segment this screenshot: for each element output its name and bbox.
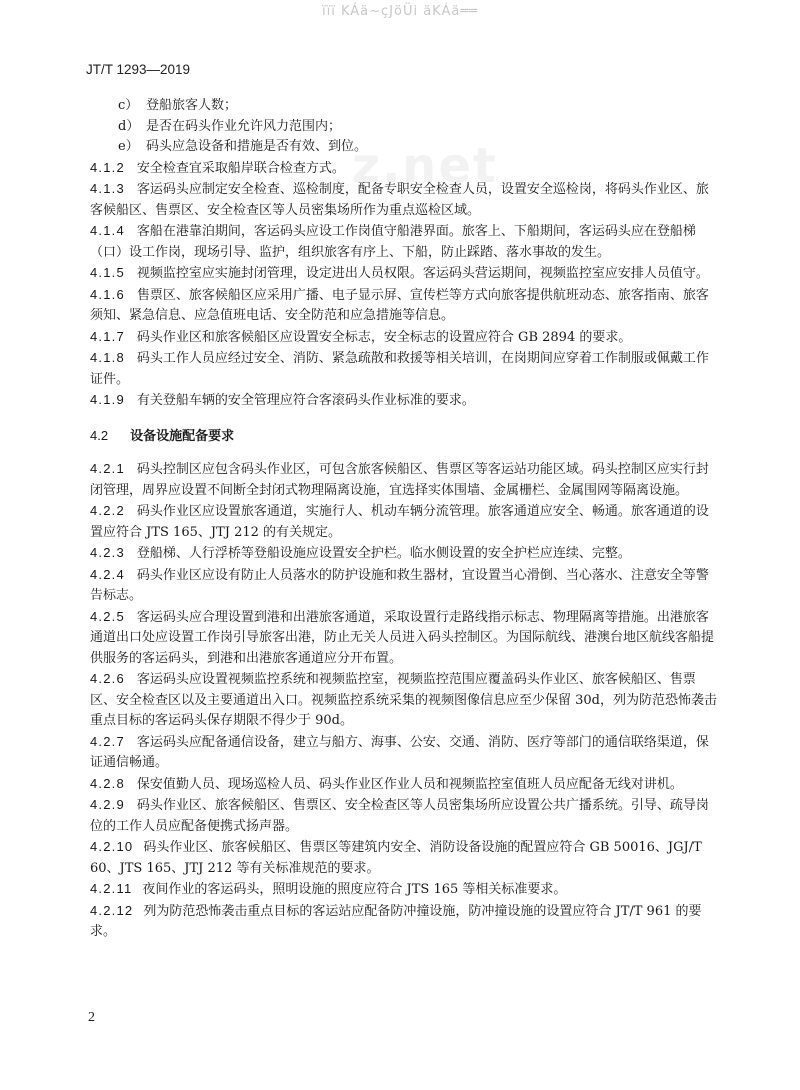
clause-number: 4.2.2 — [90, 503, 125, 518]
clause-number: 4.2.8 — [90, 775, 125, 791]
clause-text: 登船梯、人行浮桥等登船设施应设置安全护栏。临水侧设置的安全护栏应连续、完整。 — [136, 546, 631, 561]
list-marker: d） — [118, 118, 140, 134]
clause — [90, 221, 718, 263]
clause — [90, 390, 718, 412]
clause-text: 保安值勤人员、现场巡检人员、码头作业区作业人员和视频监控室值班人员应配备无线对讲机。 — [136, 776, 683, 792]
clause-number: 4.2.9 — [90, 797, 125, 812]
clause-text: 客运码头应设置视频监控系统和视频监控室，视频监控范围应覆盖码头作业区、旅客候船区、售票区、安全检查区以及主要通道出入口。视频监控系统采集的视频图像信息应至少保留 30d，列为防范恐怖袭击重点目标的客运码头保存期限不得少于 90d。 — [90, 672, 717, 728]
list-marker: c） — [118, 98, 139, 113]
clause — [90, 501, 718, 543]
clause-text: 客运码头应制定安全检查、巡检制度，配备专职安全检查人员，设置安全巡检岗，将码头作业区、旅客候船区、售票区、安全检查区等人员密集场所作为重点巡检区域。 — [90, 182, 709, 218]
standard-code: JT/T 1293—2019 — [86, 62, 191, 77]
clause — [90, 543, 718, 565]
clause-text: 列为防范恐怖袭击重点目标的客运站应配备防冲撞设施，防冲撞设施的设置应符合 JT/T 961 的要求。 — [90, 903, 702, 939]
clause-number: 4.2.4 — [90, 566, 125, 582]
list-item — [90, 137, 718, 158]
clause-number: 4.1.2 — [90, 159, 125, 175]
clause — [90, 879, 718, 901]
enumerated-list — [90, 96, 718, 158]
clause-text: 夜间作业的客运码头，照明设施的照度应符合 JTS 165 等相关标准要求。 — [142, 882, 567, 897]
clause — [90, 795, 718, 837]
list-text: 码头应急设备和措施是否有效、到位。 — [146, 139, 368, 154]
clause-number: 4.2.12 — [90, 902, 134, 918]
section-number: 4.2 — [90, 427, 109, 443]
clause-number: 4.1.4 — [90, 223, 125, 238]
page-number: 2 — [88, 1010, 95, 1025]
clause-number: 4.2.7 — [90, 733, 125, 749]
clause-number: 4.2.3 — [90, 545, 125, 560]
clause-number: 4.2.6 — [90, 671, 125, 686]
clause — [90, 732, 718, 774]
top-watermark-text: ïïï KÁä~çJöÜi äKÁä══ — [322, 4, 478, 19]
clause — [90, 669, 718, 732]
clause — [90, 285, 718, 327]
clause-text: 客运码头应配备通信设备，建立与船方、海事、公安、交通、消防、医疗等部门的通信联络渠道，保证通信畅通。 — [90, 734, 709, 770]
section-title: 设备设施配备要求 — [130, 428, 235, 444]
clause-text: 码头作业区、旅客候船区、售票区、安全检查区等人员密集场所应设置公共广播系统。引导、疏导岗位的工作人员应配备便携式扬声器。 — [90, 798, 709, 834]
clause-number: 4.1.7 — [90, 328, 125, 344]
clause-text: 售票区、旅客候船区应采用广播、电子显示屏、宣传栏等方式向旅客提供航班动态、旅客指南、旅客须知、紧急信息、应急值班电话、安全防范和应急措施等信息。 — [90, 287, 709, 323]
clause-number: 4.1.9 — [90, 392, 125, 407]
clause — [90, 263, 718, 285]
clause-text: 视频监控室应实施封闭管理，设定进出人员权限。客运码头营运期间，视频监控室应安排人员值守。 — [136, 266, 709, 281]
clause-text: 码头作业区、旅客候船区、售票区等建筑内安全、消防设备设施的配置应符合 GB 50016、JGJ/T 60、JTS 165、JTJ 212 等有关标准规范的要求。 — [90, 840, 702, 876]
clause-number: 4.2.1 — [90, 461, 125, 476]
clause-number: 4.1.5 — [90, 265, 125, 280]
clause — [90, 565, 718, 607]
list-item — [90, 117, 718, 138]
clause-text: 码头工作人员应经过安全、消防、紧急疏散和救援等相关培训，在岗期间应穿着工作制服或佩戴工作证件。 — [90, 351, 709, 387]
clause-group-4-2 — [90, 459, 718, 943]
list-item — [90, 96, 718, 117]
document-body — [90, 96, 718, 943]
list-text: 登船旅客人数； — [146, 98, 238, 113]
clause-number: 4.1.8 — [90, 350, 125, 365]
list-marker: e） — [118, 139, 139, 154]
clause-text: 安全检查宜采取船岸联合检查方式。 — [136, 160, 345, 176]
clause-text: 客运码头应合理设置到港和出港旅客通道，采取设置行走路线指示标志、物理隔离等措施。出港旅客通道出口处应设置工作岗引导旅客出港，防止无关人员进入码头控制区。为国际航线、港澳台地区航线客船提供服务的客运码头，到港和出港旅客通道应分开布置。 — [90, 609, 715, 666]
clause-number: 4.2.11 — [90, 881, 133, 896]
clause-text: 码头作业区应设置旅客通道，实施行人、机动车辆分流管理。旅客通道应安全、畅通。旅客通道的设置应符合 JTS 165、JTJ 212 的有关规定。 — [90, 504, 709, 540]
clause — [90, 327, 718, 349]
clause — [90, 459, 718, 501]
clause-number: 4.2.5 — [90, 608, 125, 624]
section-heading-4-2 — [90, 426, 718, 448]
clause-text: 码头作业区和旅客候船区应设置安全标志，安全标志的设置应符合 GB 2894 的要求。 — [136, 329, 632, 345]
clause-group-4-1 — [90, 158, 718, 412]
background-watermark: z.net — [352, 138, 498, 194]
clause-number: 4.2.10 — [90, 839, 134, 854]
clause — [90, 774, 718, 796]
clause-number: 4.1.6 — [90, 286, 125, 302]
clause-text: 有关登船车辆的安全管理应符合客滚码头作业标准的要求。 — [136, 393, 475, 408]
clause — [90, 348, 718, 390]
clause-text: 码头作业区应设有防止人员落水的防护设施和救生器材，宜设置当心滑倒、当心落水、注意安全等警告标志。 — [90, 567, 709, 603]
clause — [90, 158, 718, 180]
clause — [90, 179, 718, 221]
clause — [90, 901, 718, 943]
clause-text: 客船在港靠泊期间，客运码头应设工作岗值守船港界面。旅客上、下船期间，客运码头应在登船梯（口）设工作岗，现场引导、监护，组织旅客有序上、下船，防止踩踏、落水事故的发生。 — [90, 224, 696, 260]
clause — [90, 837, 718, 879]
list-text: 是否在码头作业允许风力范围内； — [146, 118, 342, 134]
clause-text: 码头控制区应包含码头作业区，可包含旅客候船区、售票区等客运站功能区域。码头控制区应实行封闭管理，周界应设置不间断全封闭式物理隔离设施，宜选择实体围墙、金属栅栏、金属围网等隔离设施。 — [90, 462, 709, 498]
clause — [90, 607, 718, 670]
clause-number: 4.1.3 — [90, 181, 125, 196]
